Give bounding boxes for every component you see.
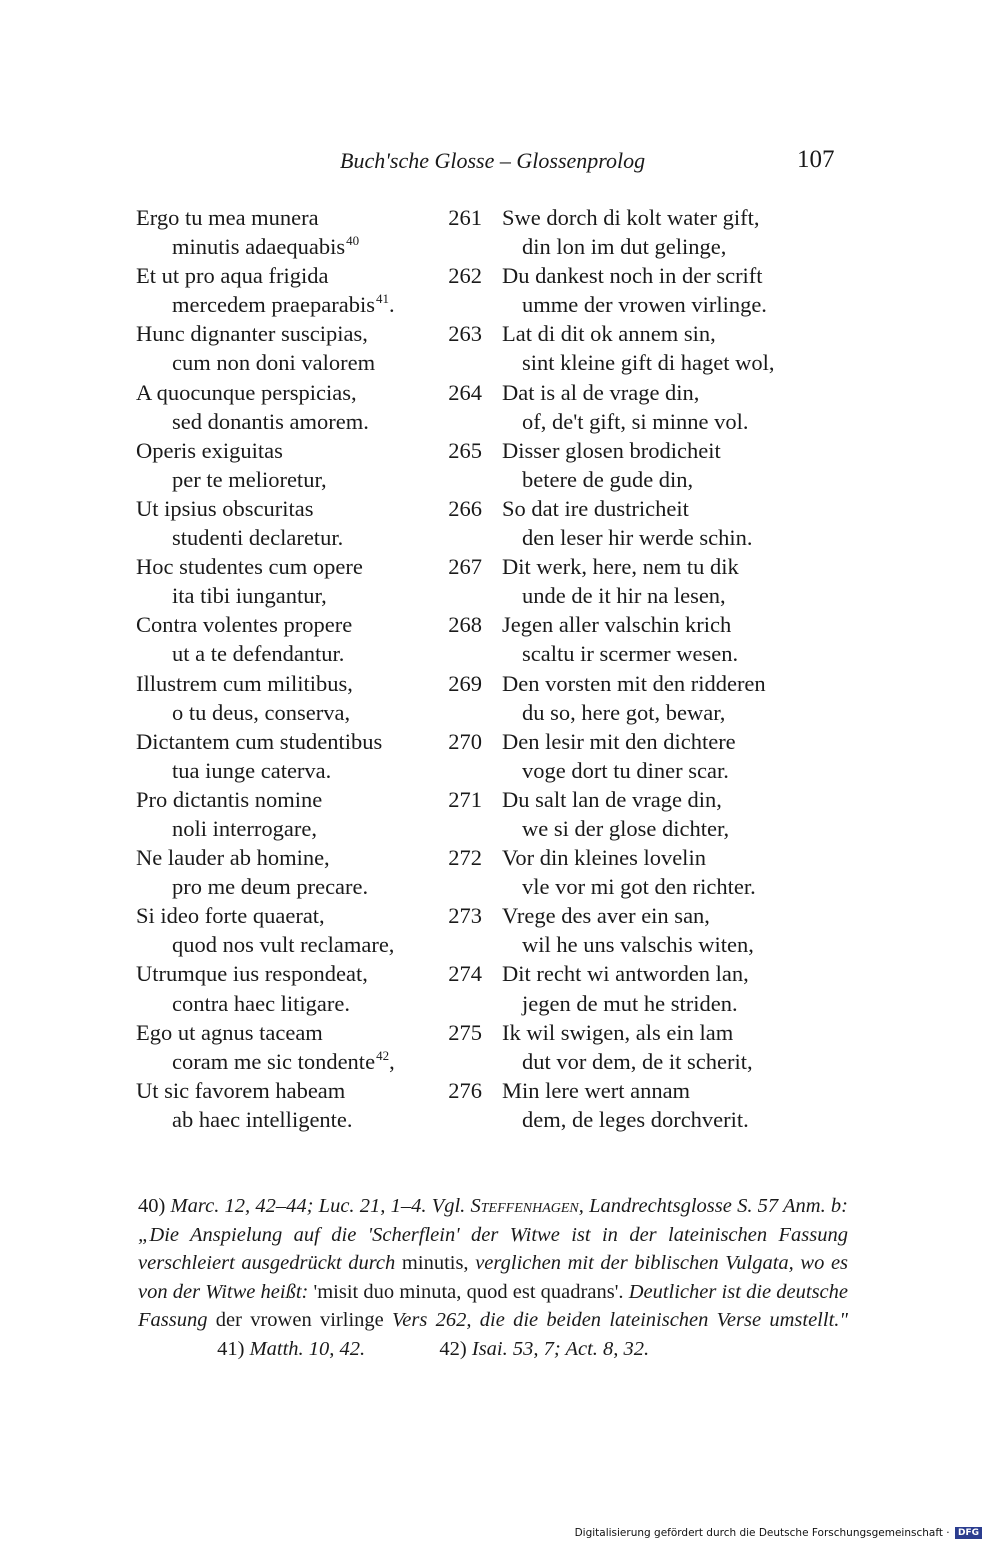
verse-number: 276 — [448, 1077, 482, 1103]
latin-line-1: Ut ipsius obscuritas — [136, 495, 314, 521]
verse-number: 267 — [448, 554, 482, 580]
latin-line-2 — [172, 348, 375, 377]
page-header — [0, 146, 1000, 186]
verse-number: 274 — [448, 961, 482, 987]
latin-line-1: Hunc dignanter suscipias, — [136, 321, 368, 347]
verse-number: 275 — [448, 1019, 482, 1045]
latin-line-2-text: contra haec litigare. — [172, 990, 351, 1016]
german-line-2: din lon im dut gelinge, — [522, 234, 727, 260]
latin-line-2-text: sed donantis amorem. — [172, 408, 369, 434]
latin-line-2 — [172, 465, 327, 494]
german-line-1: Min lere wert annam — [502, 1077, 691, 1103]
stanza — [0, 843, 1000, 901]
latin-line-2-text: quod nos vult reclamare, — [172, 932, 395, 958]
stanza — [0, 785, 1000, 843]
stanza — [0, 203, 1000, 261]
footnote-text: Landrechtsglosse S. 57 Anm. b: „Die Anspielung auf die 'Scherflein' der Witwe ist in der lateinischen Fassung verschleiert ausgedrückt durch — [138, 1195, 849, 1275]
footnote-marker: 40 — [346, 233, 360, 249]
german-line-2: wil he uns valschis witen, — [522, 932, 754, 958]
german-line-1: Den vorsten mit den ridderen — [502, 670, 766, 696]
stanza — [0, 378, 1000, 436]
german-line-2: umme der vrowen virlinge. — [522, 292, 767, 318]
german-line-1: Lat di dit ok annem sin, — [502, 321, 716, 347]
footnote-marker: 41 — [376, 291, 390, 307]
footnote-text: verglichen mit der biblischen Vulgata, wo es von der Witwe heißt: — [138, 1252, 849, 1303]
verse-number: 268 — [448, 612, 482, 638]
german-line-2: du so, here got, bewar, — [522, 699, 726, 725]
stanza — [0, 436, 1000, 494]
german-line-2: unde de it hir na lesen, — [522, 583, 726, 609]
footnote-number: 42) — [439, 1337, 467, 1360]
latin-line-1: Ergo tu mea munera — [136, 205, 319, 230]
latin-line-1: Illustrem cum militibus, — [136, 670, 353, 696]
footnote-reference: Isai. 53, 7; Act. 8, 32. — [471, 1337, 650, 1360]
latin-line-2-text: coram me sic tondente — [172, 1048, 376, 1074]
german-line-1: Du dankest noch in der scrift — [502, 263, 763, 289]
latin-line-1: Contra volentes propere — [136, 612, 353, 638]
latin-line-2-text: ita tibi iungantur, — [172, 583, 327, 609]
latin-line-2 — [172, 930, 394, 959]
latin-line-1: Ne lauder ab homine, — [136, 845, 330, 871]
german-line-1: Swe dorch di kolt water gift, — [502, 205, 760, 230]
footnote-text: Deutlicher ist die deutsche Fassung — [138, 1280, 848, 1332]
german-line-2: dut vor dem, de it scherit, — [522, 1048, 753, 1074]
latin-line-1: Ego ut agnus taceam — [136, 1019, 323, 1045]
latin-line-1: Operis exiguitas — [136, 437, 283, 463]
verse-number: 263 — [448, 321, 482, 347]
verse-number: 261 — [448, 205, 482, 230]
latin-line-2-text: noli interrogare, — [172, 815, 317, 841]
verse-number: 272 — [448, 845, 482, 871]
latin-line-2-punct: , — [389, 1048, 395, 1074]
german-line-1: Disser glosen brodicheit — [502, 437, 721, 463]
latin-line-1: Dictantem cum studentibus — [136, 728, 383, 754]
latin-line-2 — [172, 872, 368, 901]
latin-line-2 — [172, 814, 317, 843]
verse-number: 273 — [448, 903, 482, 929]
latin-line-2-text: o tu deus, conserva, — [172, 699, 351, 725]
german-line-1: Vrege des aver ein san, — [502, 903, 710, 929]
latin-line-2-punct: . — [389, 292, 395, 318]
footnote-number: 41) — [217, 1337, 245, 1360]
verse-number: 270 — [448, 728, 482, 754]
stanza — [0, 959, 1000, 1017]
german-line-2: voge dort tu diner scar. — [522, 757, 729, 783]
verse-number: 269 — [448, 670, 482, 696]
latin-line-2-text: pro me deum precare. — [172, 874, 369, 900]
latin-line-1: Et ut pro aqua frigida — [136, 263, 329, 289]
stanza — [0, 319, 1000, 377]
latin-line-1: Ut sic favorem habeam — [136, 1077, 346, 1103]
verse-columns — [0, 203, 1000, 1134]
latin-line-2 — [172, 581, 327, 610]
page-number: 107 — [797, 146, 835, 173]
german-line-2: jegen de mut he striden. — [522, 990, 738, 1016]
latin-line-2 — [172, 756, 331, 785]
footnote-41 — [217, 1338, 370, 1360]
german-line-1: Jegen aller valschin krich — [502, 612, 732, 638]
footnote-reference: Marc. 12, 42–44; Luc. 21, 1–4. Vgl. — [170, 1195, 466, 1217]
stanza — [0, 261, 1000, 319]
latin-line-2-text: minutis adaequabis — [172, 234, 346, 260]
latin-line-1: Si ideo forte quaerat, — [136, 903, 325, 929]
latin-line-1: A quocunque perspicias, — [136, 379, 357, 405]
verse-number: 266 — [448, 495, 482, 521]
footnote-text: Vers 262, die die beiden lateinischen Verse umstellt." — [392, 1309, 848, 1332]
german-line-2: betere de gude din, — [522, 466, 694, 492]
german-line-1: Dit recht wi antworden lan, — [502, 961, 749, 987]
latin-line-2 — [172, 1047, 395, 1076]
german-line-2: scaltu ir scermer wesen. — [522, 641, 739, 667]
footnote-author: Steffenhagen, — [470, 1195, 584, 1217]
footnote-quoted-word: der vrowen virlinge — [215, 1309, 384, 1332]
footnote-42 — [439, 1338, 649, 1360]
german-line-1: Dat is al de vrage din, — [502, 379, 700, 405]
latin-line-1: Utrumque ius respondeat, — [136, 961, 368, 987]
footnote-40 — [138, 1195, 848, 1331]
latin-line-2-text: ab haec intelligente. — [172, 1106, 353, 1132]
latin-line-2 — [172, 232, 359, 261]
stanza — [0, 1076, 1000, 1134]
credit-text: Digitalisierung gefördert durch die Deutsche Forschungsgemeinschaft · — [574, 1527, 950, 1539]
stanza — [0, 610, 1000, 668]
latin-line-2 — [172, 290, 395, 319]
latin-line-2 — [172, 698, 350, 727]
latin-line-2 — [172, 407, 369, 436]
german-line-1: Vor din kleines lovelin — [502, 845, 706, 871]
footnote-quoted-word: minutis, — [401, 1252, 469, 1275]
latin-line-2-text: cum non doni valorem — [172, 350, 376, 376]
latin-line-2 — [172, 639, 344, 668]
verse-number: 265 — [448, 437, 482, 463]
dfg-logo: DFG — [955, 1527, 982, 1539]
german-line-2: den leser hir werde schin. — [522, 525, 753, 551]
stanza — [0, 669, 1000, 727]
german-line-1: Ik wil swigen, als ein lam — [502, 1019, 734, 1045]
footnotes — [138, 1192, 848, 1364]
running-title: Buch'sche Glosse – Glossenprolog — [340, 148, 646, 173]
german-line-1: Du salt lan de vrage din, — [502, 786, 722, 812]
latin-line-1: Pro dictantis nomine — [136, 786, 323, 812]
german-line-1: Dit werk, here, nem tu dik — [502, 554, 739, 580]
german-line-2: vle vor mi got den richter. — [522, 874, 756, 900]
stanza — [0, 1018, 1000, 1076]
verse-number: 262 — [448, 263, 482, 289]
german-line-2: dem, de leges dorchverit. — [522, 1106, 749, 1132]
german-line-2: we si der glose dichter, — [522, 815, 730, 841]
digitization-credit — [575, 1527, 982, 1539]
footnote-marker: 42 — [376, 1047, 390, 1063]
latin-line-2 — [172, 989, 350, 1018]
latin-line-2-text: studenti declaretur. — [172, 525, 344, 551]
verse-number: 264 — [448, 379, 482, 405]
stanza — [0, 901, 1000, 959]
german-line-2: of, de't gift, si minne vol. — [522, 408, 749, 434]
latin-line-1: Hoc studentes cum opere — [136, 554, 363, 580]
footnote-reference: Matth. 10, 42. — [249, 1337, 366, 1360]
footnote-quote: 'misit duo minuta, quod est quadrans'. — [313, 1280, 624, 1303]
stanza — [0, 552, 1000, 610]
german-line-2: sint kleine gift di haget wol, — [522, 350, 775, 376]
verse-number: 271 — [448, 786, 482, 812]
stanza — [0, 727, 1000, 785]
latin-line-2-text: mercedem praeparabis — [172, 292, 376, 318]
latin-line-2-text: tua iunge caterva. — [172, 757, 332, 783]
footnote-number: 40) — [138, 1195, 166, 1217]
german-line-1: Den lesir mit den dichtere — [502, 728, 736, 754]
latin-line-2 — [172, 523, 343, 552]
latin-line-2-text: per te melioretur, — [172, 466, 327, 492]
latin-line-2-text: ut a te defendantur. — [172, 641, 345, 667]
stanza — [0, 494, 1000, 552]
german-line-1: So dat ire dustricheit — [502, 495, 689, 521]
latin-line-2 — [172, 1105, 353, 1134]
